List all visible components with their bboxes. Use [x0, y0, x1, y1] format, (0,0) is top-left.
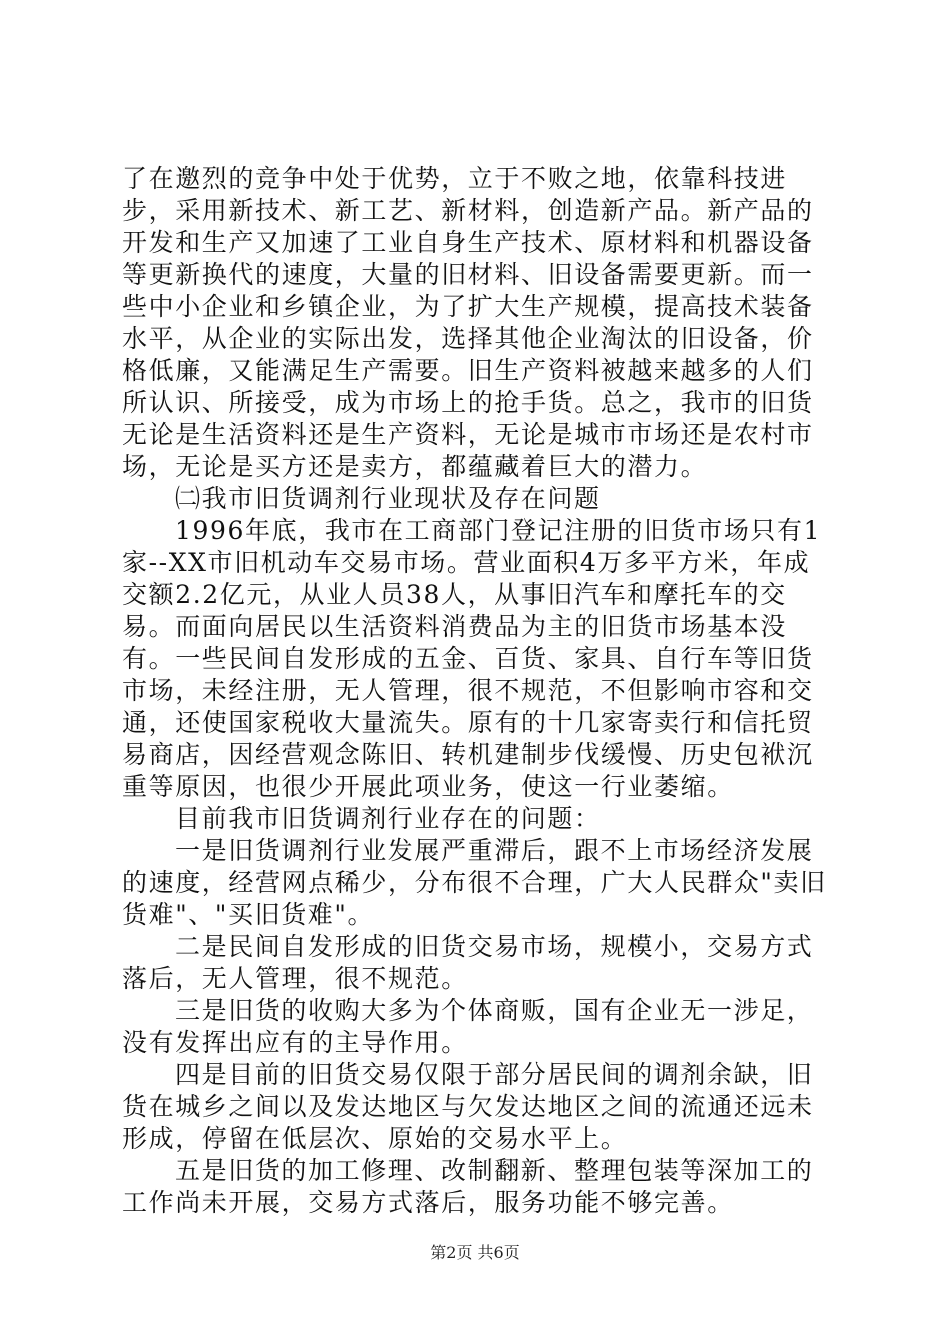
paragraph-8: 四是目前的旧货交易仅限于部分居民间的调剂余缺，旧货在城乡之间以及发达地区与欠发达地区之间的流通还远未形成，停留在低层次、原始的交易水平上。 — [122, 1060, 814, 1153]
paragraph-4: 目前我市旧货调剂行业存在的问题： — [175, 804, 601, 833]
paragraph-1: 了在邀烈的竞争中处于优势，立于不败之地，依靠科技进步，采用新技术、新工艺、新材料，创造新产品。新产品的开发和生产又加速了工业自身生产技术、原材料和机器设备等更新换代的速度，大量的旧材料、旧设备需要更新。而一些中小企业和乡镇企业，为了扩大生产规模，提高技术装备水平，从企业的实际出发，选择其他企业淘汰的旧设备，价格低廉，又能满足生产需要。旧生产资料被越来越多的人们所认识、所接受，成为市场上的抢手货。总之，我市的旧货无论是生活资料还是生产资料，无论是城市市场还是农村市场，无论是买方还是卖方，都蕴藏着巨大的潜力。 — [122, 164, 814, 481]
paragraph-3: 1996年底，我市在工商部门登记注册的旧货市场只有1家--XX市旧机动车交易市场。营业面积4万多平方米，年成交额2.2亿元，从业人员38人，从事旧汽车和摩托车的交易。而面向居民以生活资料消费品为主的旧货市场基本没有。一些民间自发形成的五金、百货、家具、自行车等旧货市场，未经注册，无人管理，很不规范，不但影响市容和交通，还使国家税收大量流失。原有的十几家寄卖行和信托贸易商店，因经营观念陈旧、转机建制步伐缓慢、历史包袱沉重等原因，也很少开展此项业务，使这一行业萎缩。 — [122, 516, 822, 801]
section-heading: ㈡我市旧货调剂行业现状及存在问题 — [175, 484, 601, 513]
paragraph-5: 一是旧货调剂行业发展严重滞后，跟不上市场经济发展的速度，经营网点稀少，分布很不合理，广大人民群众"卖旧货难"、"买旧货难"。 — [122, 836, 827, 929]
document-body — [122, 163, 834, 1219]
paragraph-6: 二是民间自发形成的旧货交易市场，规模小，交易方式落后，无人管理，很不规范。 — [122, 932, 814, 993]
paragraph-9: 五是旧货的加工修理、改制翻新、整理包装等深加工的工作尚未开展，交易方式落后，服务功能不够完善。 — [122, 1156, 814, 1217]
page-number: 第2页 共6页 — [430, 1243, 520, 1262]
page-footer — [0, 1243, 950, 1263]
paragraph-7: 三是旧货的收购大多为个体商贩，国有企业无一涉足，没有发挥出应有的主导作用。 — [122, 996, 814, 1057]
